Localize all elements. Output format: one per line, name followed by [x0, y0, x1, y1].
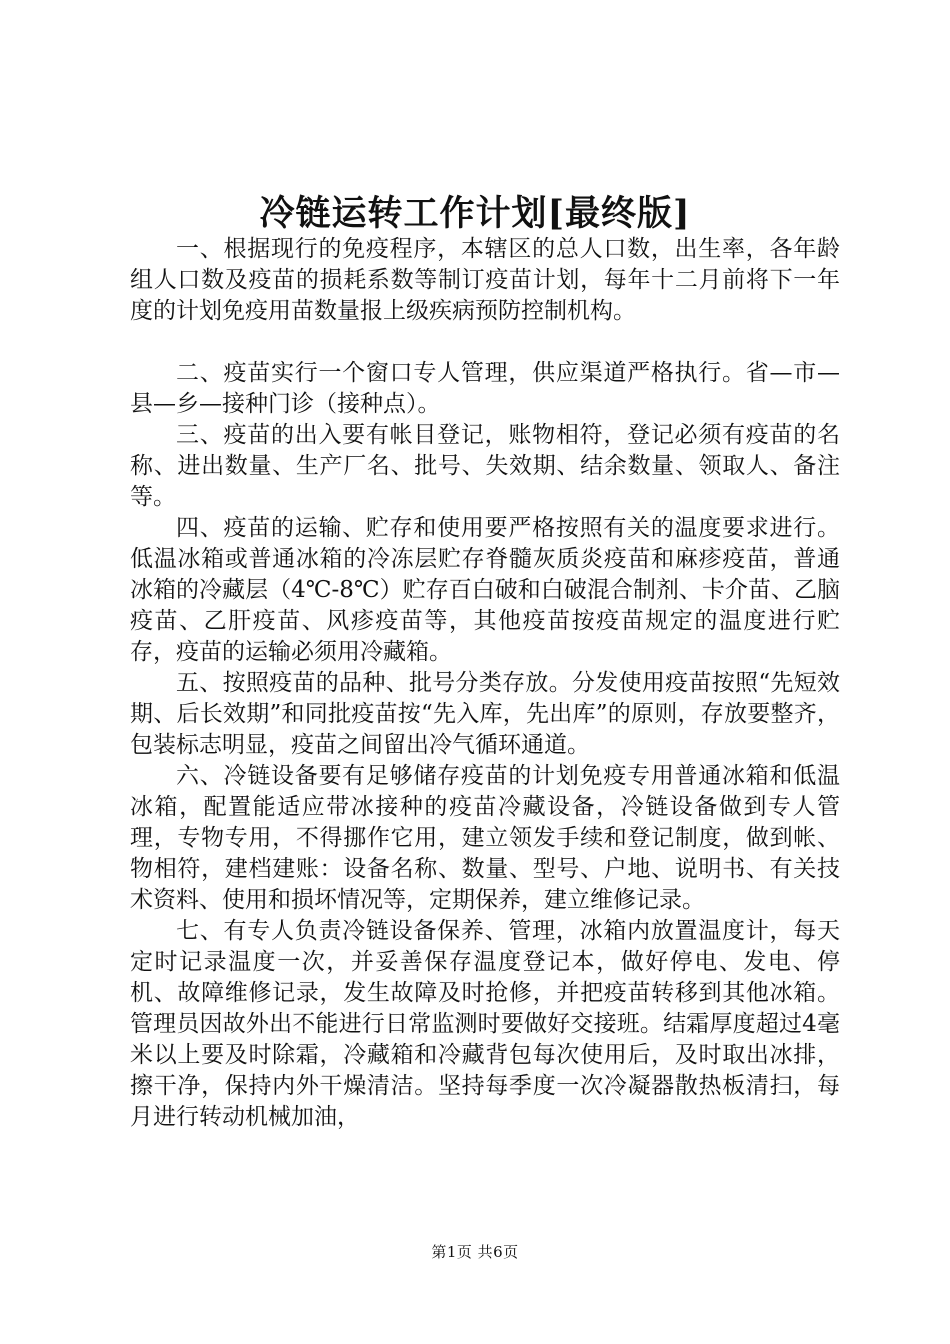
document-title: 冷链运转工作计划[最终版] [259, 193, 691, 234]
paragraph-7: 七、有专人负责冷链设备保养、管理，冰箱内放置温度计，每天定时记录温度一次，并妥善保存温度登记本，做好停电、发电、停机、故障维修记录，发生故障及时抢修，并把疫苗转移到其他冰箱。管理员因故外出不能进行日常监测时要做好交接班。结霜厚度超过4毫米以上要及时除霜，冷藏箱和冷藏背包每次使用后，及时取出冰排，擦干净，保持内外干燥清洁。坚持每季度一次冷凝器散热板清扫，每月进行转动机械加油， [130, 918, 840, 1130]
paragraph-4: 四、疫苗的运输、贮存和使用要严格按照有关的温度要求进行。低温冰箱或普通冰箱的冷冻层贮存脊髓灰质炎疫苗和麻疹疫苗，普通冰箱的冷藏层（4℃-8℃）贮存百白破和白破混合制剂、卡介苗、乙脑疫苗、乙肝疫苗、风疹疫苗等，其他疫苗按疫苗规定的温度进行贮存，疫苗的运输必须用冷藏箱。 [130, 515, 840, 665]
paragraph-6: 六、冷链设备要有足够储存疫苗的计划免疫专用普通冰箱和低温冰箱，配置能适应带冰接种的疫苗冷藏设备，冷链设备做到专人管理，专物专用，不得挪作它用，建立领发手续和登记制度，做到帐、物相符，建档建账：设备名称、数量、型号、户地、说明书、有关技术资料、使用和损坏情况等，定期保养，建立维修记录。 [130, 763, 840, 913]
paragraph-3: 三、疫苗的出入要有帐目登记，账物相符，登记必须有疫苗的名称、进出数量、生产厂名、批号、失效期、结余数量、领取人、备注等。 [130, 422, 840, 510]
paragraph-5: 五、按照疫苗的品种、批号分类存放。分发使用疫苗按照“先短效期、后长效期”和同批疫苗按“先入库，先出库”的原则，存放要整齐，包装标志明显，疫苗之间留出冷气循环通道。 [130, 670, 840, 758]
document-body [130, 234, 840, 1133]
page-number-footer: 第1页 共6页 [431, 1243, 519, 1261]
paragraph-1: 一、根据现行的免疫程序，本辖区的总人口数，出生率，各年龄组人口数及疫苗的损耗系数等制订疫苗计划，每年十二月前将下一年度的计划免疫用苗数量报上级疾病预防控制机构。 [130, 236, 840, 324]
paragraph-2: 二、疫苗实行一个窗口专人管理，供应渠道严格执行。省—市—县—乡—接种门诊（接种点）。 [130, 360, 840, 417]
